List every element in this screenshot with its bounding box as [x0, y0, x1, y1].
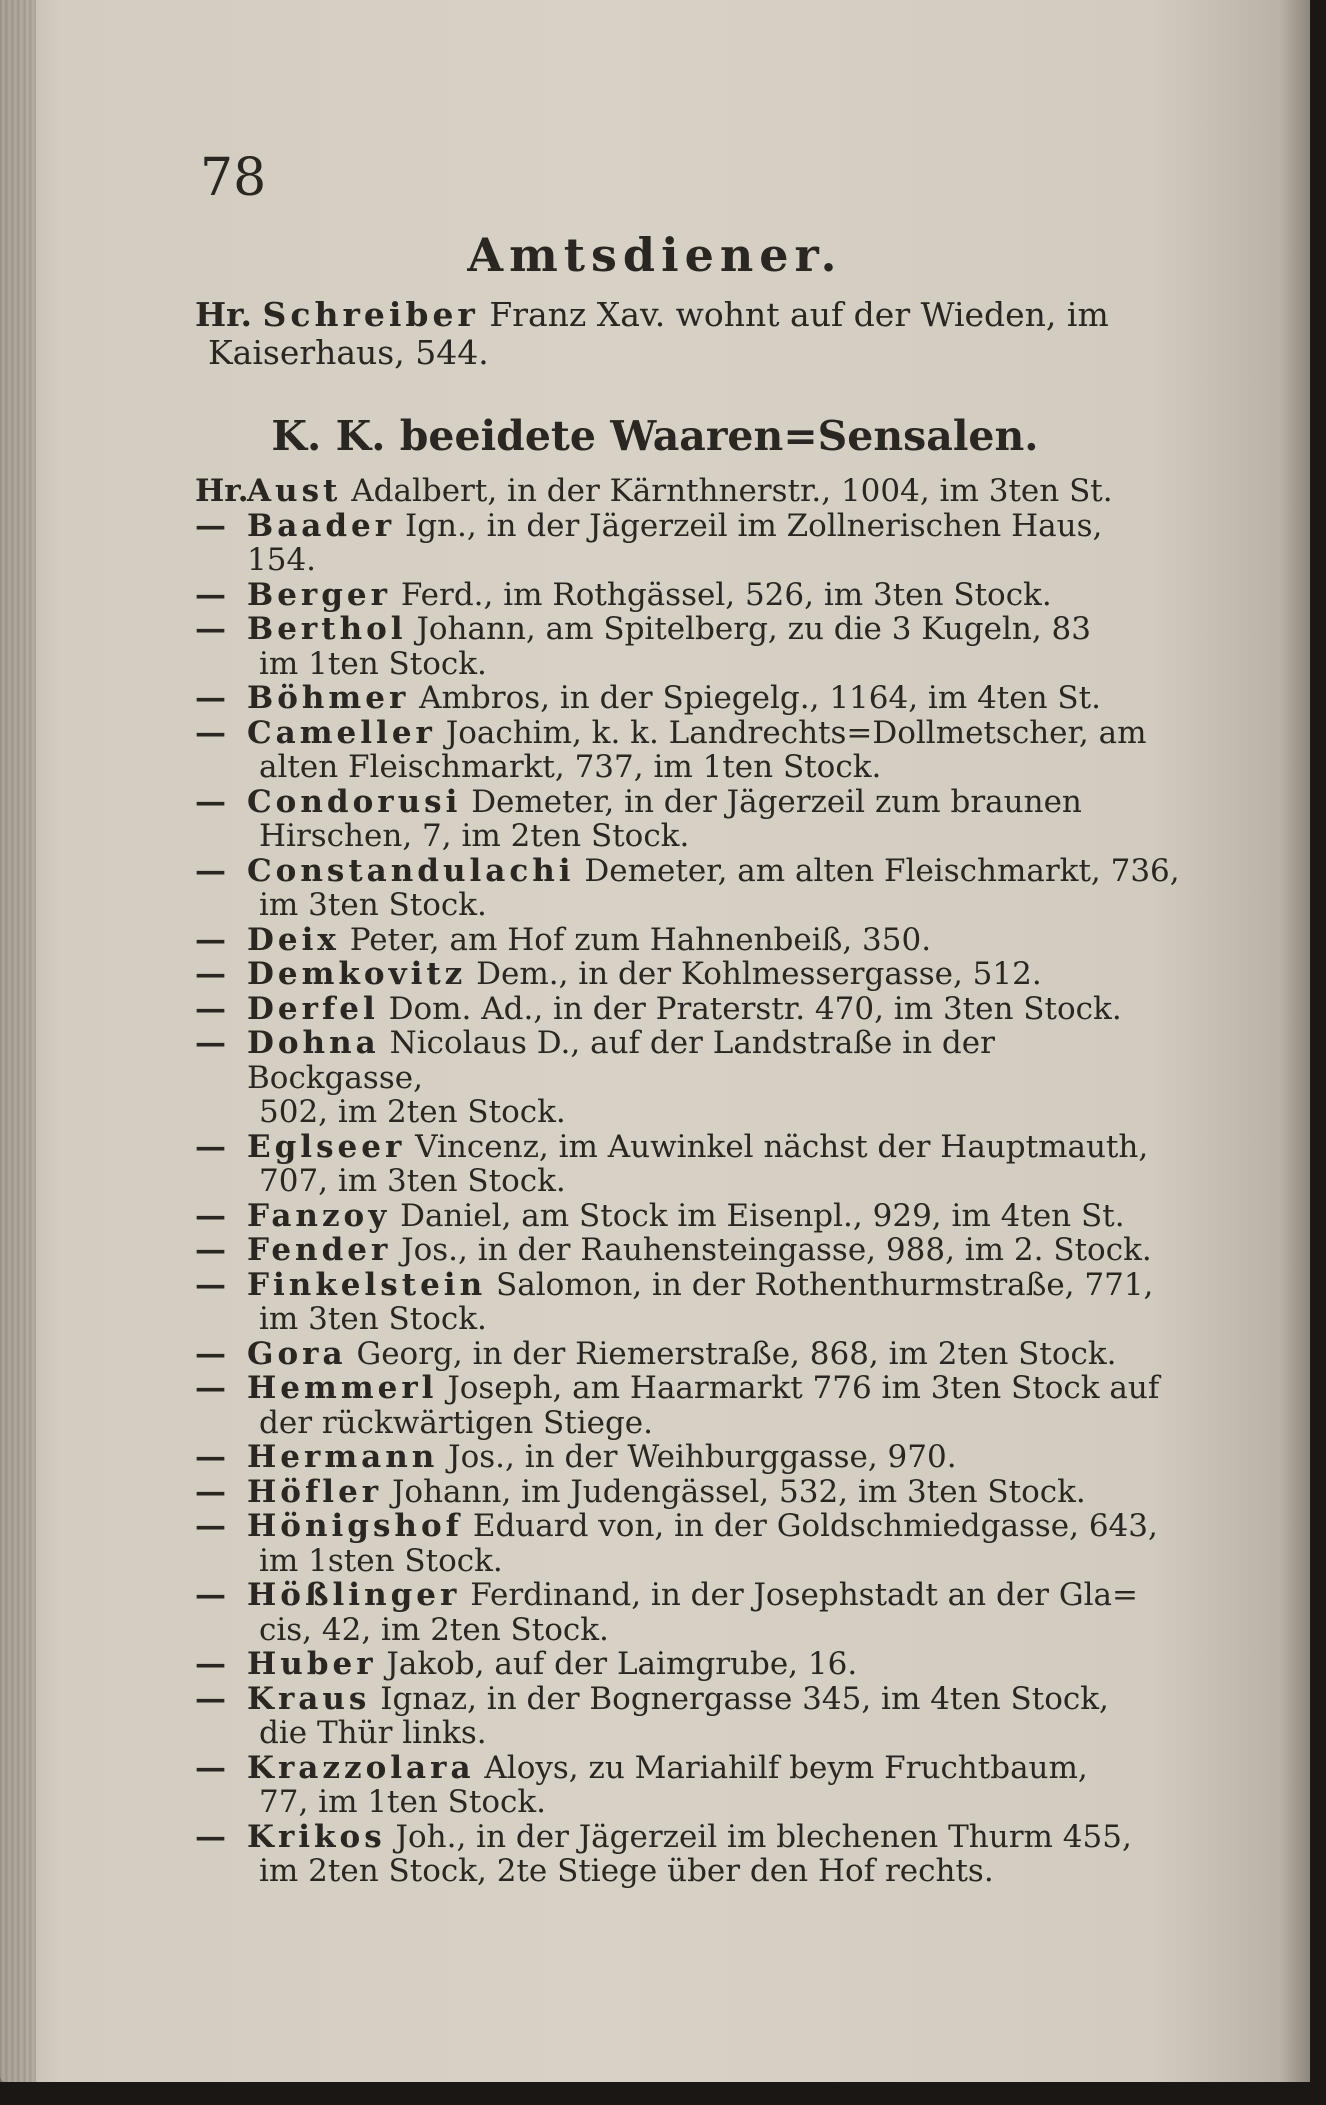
sensalen-list	[195, 474, 1180, 1889]
entry-text: Jos., in der Rauhensteingasse, 988, im 2. Stock.	[401, 1232, 1152, 1268]
entry-prefix: —	[195, 1335, 226, 1372]
entry-prefix: —	[195, 1577, 226, 1613]
entry-line	[247, 1578, 1180, 1613]
entry-prefix: —	[195, 921, 226, 958]
entry-text: Aloys, zu Mariahilf beym Fruchtbaum,	[484, 1749, 1088, 1786]
list-item	[195, 923, 1180, 958]
entry-line	[247, 681, 1180, 716]
entry-name: Huber	[247, 1646, 377, 1682]
entry-text: Demeter, am alten Fleischmarkt, 736,	[584, 852, 1180, 889]
list-item	[195, 1199, 1180, 1234]
list-item	[195, 1751, 1180, 1820]
entry-name: Cameller	[247, 714, 436, 751]
entry-continuation: alten Fleischmarkt, 737, im 1ten Stock.	[259, 749, 882, 785]
entry-text: Adalbert, in der Kärnthnerstr., 1004, im 3ten St.	[351, 473, 1113, 509]
list-item	[195, 1509, 1180, 1578]
entry-line	[247, 1337, 1180, 1372]
entry-prefix: —	[195, 1646, 226, 1682]
entry-continuation: 502, im 2ten Stock.	[259, 1094, 566, 1130]
entry-name: Hermann	[247, 1439, 439, 1475]
entry-name: Condorusi	[247, 783, 462, 820]
entry-line	[247, 1371, 1180, 1406]
entry-line	[247, 992, 1180, 1027]
entry-name: Dohna	[247, 1025, 380, 1061]
entry-line	[247, 1233, 1180, 1268]
entry-prefix: —	[195, 1232, 226, 1268]
entry-continuation: cis, 42, im 2ten Stock.	[259, 1611, 609, 1648]
entry-line	[247, 785, 1180, 820]
list-item	[195, 1440, 1180, 1475]
entry-text: Vincenz, im Auwinkel nächst der Hauptmauth,	[415, 1128, 1149, 1165]
entry-name: Fender	[247, 1232, 392, 1268]
entry-prefix: —	[195, 680, 226, 716]
entry-text: Joseph, am Haarmarkt 776 im 3ten Stock auf	[447, 1370, 1160, 1406]
list-item	[195, 1026, 1180, 1130]
entry-name: Derfel	[247, 990, 379, 1027]
entry-line	[247, 854, 1180, 889]
list-item	[195, 1578, 1180, 1647]
entry-line	[247, 1475, 1180, 1510]
entry-continuation: 77, im 1ten Stock.	[259, 1784, 547, 1820]
section-heading-waaren-sensalen: K. K. beeidete Waaren=Sensalen.	[271, 412, 1039, 460]
entry-name: Hößlinger	[247, 1577, 461, 1613]
page-number: 78	[200, 148, 267, 208]
entry-name: Berger	[247, 576, 391, 613]
entry-line	[247, 923, 1180, 958]
entry-name: Finkelstein	[247, 1266, 487, 1303]
entry-prefix: —	[195, 611, 226, 647]
entry-name: Constandulachi	[247, 852, 575, 889]
list-item	[195, 1475, 1180, 1510]
list-item	[195, 681, 1180, 716]
entry-line	[247, 578, 1180, 613]
entry-prefix: —	[195, 1508, 226, 1544]
entry-line	[247, 1026, 1180, 1095]
entry-continuation: im 3ten Stock.	[259, 887, 487, 923]
entry-line	[247, 1509, 1180, 1544]
entry-prefix: —	[195, 1818, 226, 1855]
entry-text: Joachim, k. k. Landrechts=Dollmetscher, am	[445, 714, 1147, 751]
entry-text: Johann, am Spitelberg, zu die 3 Kugeln, 83	[416, 611, 1091, 647]
entry-line	[247, 1682, 1180, 1717]
entry-name: Böhmer	[247, 680, 410, 716]
entry-name: Eglseer	[247, 1128, 406, 1165]
entry-text: Salomon, in der Rothenthurmstraße, 771,	[495, 1266, 1154, 1303]
entry-line	[247, 716, 1180, 751]
list-item	[195, 1371, 1180, 1440]
entry-line	[247, 1199, 1180, 1234]
entry-text: Ferd., im Rothgässel, 526, im 3ten Stock.	[400, 576, 1052, 613]
list-item	[195, 1682, 1180, 1751]
list-item	[195, 578, 1180, 613]
entry-prefix: —	[195, 956, 226, 992]
entry-name: Berthol	[247, 611, 407, 647]
entry-text: Georg, in der Riemerstraße, 868, im 2ten Stock.	[356, 1335, 1117, 1372]
entry-prefix: —	[195, 1370, 226, 1406]
entry-prefix: —	[195, 783, 226, 820]
entry-prefix: —	[195, 1439, 226, 1475]
entry-continuation: die Thür links.	[259, 1715, 487, 1751]
entry-name: Aust	[247, 473, 342, 509]
entry-text: Demeter, in der Jägerzeil zum braunen	[471, 783, 1082, 820]
entry-name: Schreiber	[262, 295, 479, 334]
entry-text: Ign., in der Jägerzeil im Zollnerischen Haus, 154.	[247, 507, 1103, 578]
entry-prefix: Hr.	[195, 295, 253, 334]
entry-line	[247, 474, 1180, 509]
entry-line	[247, 1751, 1180, 1786]
entry-name: Krikos	[247, 1818, 386, 1855]
entry-prefix: —	[195, 1025, 226, 1061]
list-item	[195, 474, 1180, 509]
entry-continuation: im 1sten Stock.	[259, 1542, 503, 1579]
page-binding-edge	[0, 0, 36, 2082]
entry-text: Ignaz, in der Bognergasse 345, im 4ten Stock,	[380, 1680, 1109, 1717]
list-item	[195, 1130, 1180, 1199]
entry-name: Fanzoy	[247, 1197, 391, 1234]
entry-prefix: —	[195, 714, 226, 751]
entry-line	[247, 957, 1180, 992]
entry-text: Joh., in der Jägerzeil im blechenen Thurm 455,	[395, 1818, 1132, 1855]
entry-continuation: im 2ten Stock, 2te Stiege über den Hof rechts.	[259, 1853, 994, 1889]
list-item	[195, 785, 1180, 854]
list-item	[195, 992, 1180, 1027]
list-item	[195, 1647, 1180, 1682]
entry-continuation: im 1ten Stock.	[259, 645, 487, 682]
entry-continuation: Hirschen, 7, im 2ten Stock.	[259, 818, 690, 854]
list-item	[195, 716, 1180, 785]
list-item	[195, 1268, 1180, 1337]
entry-continuation: 707, im 3ten Stock.	[259, 1163, 566, 1199]
list-item	[195, 957, 1180, 992]
entry-line	[247, 1440, 1180, 1475]
entry-prefix: —	[195, 1197, 226, 1234]
entry-line	[247, 1268, 1180, 1303]
entry-text: Eduard von, in der Goldschmiedgasse, 643,	[472, 1508, 1158, 1544]
entry-text: Dem., in der Kohlmessergasse, 512.	[476, 956, 1042, 992]
entry-continuation: im 3ten Stock.	[259, 1301, 487, 1337]
entry-text: Jos., in der Weihburggasse, 970.	[448, 1439, 957, 1475]
entry-text: Dom. Ad., in der Praterstr. 470, im 3ten Stock.	[388, 990, 1122, 1027]
entry-text: Peter, am Hof zum Hahnenbeiß, 350.	[349, 921, 932, 958]
entry-text: Ambros, in der Spiegelg., 1164, im 4ten St.	[419, 680, 1101, 716]
amtsdiener-entry	[195, 297, 1109, 333]
list-item	[195, 1820, 1180, 1889]
entry-name: Höfler	[247, 1473, 383, 1510]
list-item	[195, 1233, 1180, 1268]
entry-prefix: —	[195, 1473, 226, 1510]
entry-prefix: Hr.	[195, 473, 249, 509]
entry-name: Baader	[247, 507, 396, 544]
entry-line	[247, 1130, 1180, 1165]
entry-text: Johann, im Judengässel, 532, im 3ten Stock.	[392, 1473, 1086, 1510]
entry-text: Daniel, am Stock im Eisenpl., 929, im 4ten St.	[400, 1197, 1125, 1234]
entry-name: Deix	[247, 921, 340, 958]
list-item	[195, 509, 1180, 578]
entry-name: Gora	[247, 1335, 347, 1372]
entry-prefix: —	[195, 990, 226, 1027]
entry-prefix: —	[195, 1749, 226, 1786]
amtsdiener-entry-continuation: Kaiserhaus, 544.	[208, 333, 489, 372]
entry-name: Krazzolara	[247, 1749, 475, 1786]
entry-rest: Franz Xav. wohnt auf der Wieden, im	[489, 295, 1109, 334]
list-item	[195, 1337, 1180, 1372]
entry-line	[247, 1647, 1180, 1682]
entry-prefix: —	[195, 507, 226, 544]
list-item	[195, 854, 1180, 923]
entry-prefix: —	[195, 852, 226, 889]
entry-prefix: —	[195, 576, 226, 613]
entry-line	[247, 1820, 1180, 1855]
entry-text: Jakob, auf der Laimgrube, 16.	[386, 1646, 858, 1682]
list-item	[195, 612, 1180, 681]
entry-name: Hemmerl	[247, 1370, 438, 1406]
entry-line	[247, 509, 1180, 578]
entry-prefix: —	[195, 1680, 226, 1717]
entry-text: Ferdinand, in der Josephstadt an der Gla=	[470, 1577, 1138, 1613]
entry-name: Demkovitz	[247, 956, 467, 992]
entry-line	[247, 612, 1180, 647]
entry-name: Hönigshof	[247, 1508, 463, 1544]
section-heading-amtsdiener: Amtsdiener.	[467, 228, 843, 282]
entry-prefix: —	[195, 1128, 226, 1165]
entry-continuation: der rückwärtigen Stiege.	[259, 1404, 654, 1441]
entry-name: Kraus	[247, 1680, 371, 1717]
entry-prefix: —	[195, 1266, 226, 1303]
entry-text: Nicolaus D., auf der Landstraße in der Bockgasse,	[247, 1025, 995, 1096]
